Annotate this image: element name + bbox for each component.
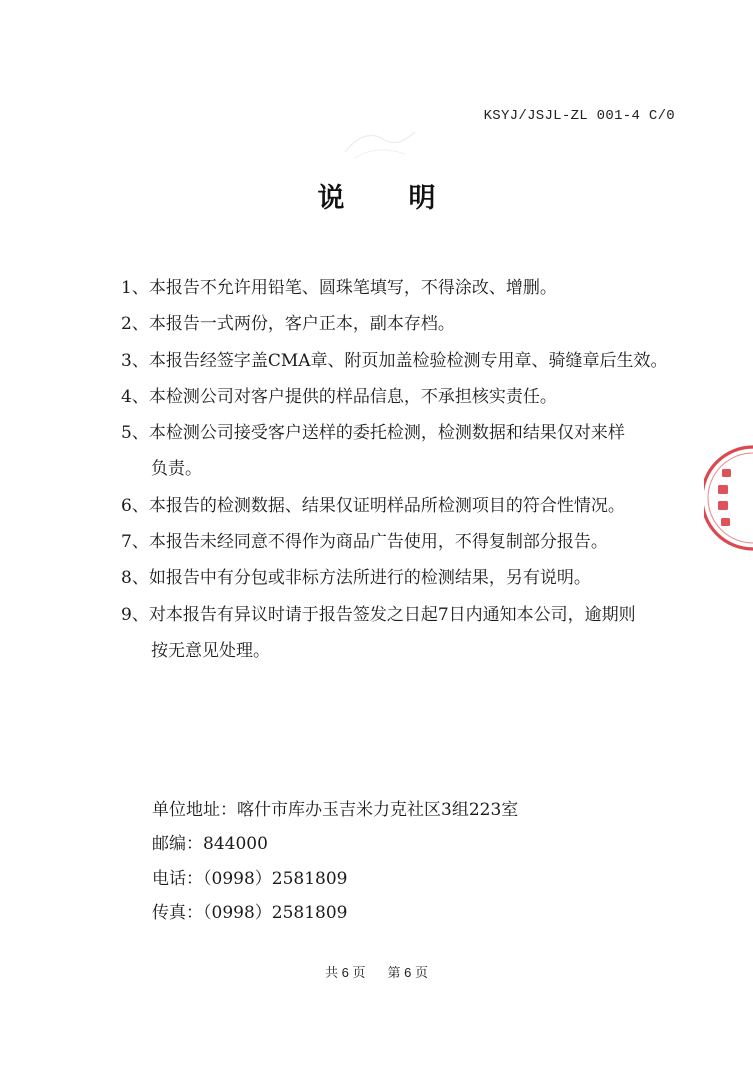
- note-item: [121, 597, 681, 670]
- note-continuation: 负责。: [151, 459, 202, 480]
- red-seal-stamp: [704, 443, 753, 553]
- note-number: 3、: [121, 350, 149, 371]
- note-number: 8、: [121, 568, 149, 589]
- note-text: 本报告未经同意不得作为商品广告使用，不得复制部分报告。: [148, 532, 608, 553]
- note-number: 2、: [121, 314, 149, 335]
- title-char-2: 明: [408, 183, 436, 214]
- page-title: [0, 176, 753, 215]
- note-item: [121, 270, 681, 306]
- note-item: [121, 379, 681, 415]
- note-item: [121, 415, 681, 488]
- contact-block: [152, 793, 518, 930]
- note-number: 7、: [121, 532, 149, 553]
- document-code: KSYJ/JSJL-ZL 001-4 C/0: [483, 108, 675, 124]
- contact-postcode: 邮编：844000: [152, 834, 268, 855]
- contact-phone: 电话：（0998）2581809: [152, 868, 348, 889]
- note-text: 本报告不允许用铅笔、圆珠笔填写，不得涂改、增删。: [148, 278, 557, 298]
- note-number: 4、: [121, 386, 149, 407]
- note-number: 9、: [121, 604, 149, 625]
- note-text: 本报告经签字盖CMA章、附页加盖检验检测专用章、骑缝章后生效。: [148, 350, 668, 371]
- note-text: 如报告中有分包或非标方法所进行的检测结果，另有说明。: [148, 568, 591, 589]
- seal-ring: [704, 447, 753, 549]
- note-item: [121, 343, 681, 379]
- note-continuation: 按无意见处理。: [151, 640, 270, 661]
- contact-address: 单位地址：喀什市库办玉吉米力克社区3组223室: [152, 800, 519, 820]
- note-item: [121, 560, 681, 596]
- note-number: 1、: [121, 278, 149, 298]
- page-total: 共 6 页: [325, 965, 366, 980]
- page-current: 第 6 页: [387, 965, 428, 980]
- page-footer: [0, 962, 753, 981]
- note-text: 本报告的检测数据、结果仅证明样品所检测项目的符合性情况。: [148, 495, 625, 516]
- contact-fax: 传真：（0998）2581809: [152, 902, 348, 923]
- note-item: [121, 524, 681, 560]
- note-item: [121, 306, 681, 342]
- note-text: 本检测公司接受客户送样的委托检测，检测数据和结果仅对来样: [148, 423, 625, 444]
- notes-list: [121, 270, 681, 669]
- note-item: [121, 488, 681, 524]
- note-text: 本报告一式两份，客户正本，副本存档。: [148, 314, 455, 335]
- faint-watermark: [335, 122, 425, 162]
- note-text: 对本报告有异议时请于报告签发之日起7日内通知本公司，逾期则: [148, 604, 636, 625]
- note-number: 6、: [121, 495, 149, 516]
- title-char-1: 说: [317, 183, 345, 214]
- note-text: 本检测公司对客户提供的样品信息，不承担核实责任。: [148, 386, 557, 407]
- note-number: 5、: [121, 423, 149, 444]
